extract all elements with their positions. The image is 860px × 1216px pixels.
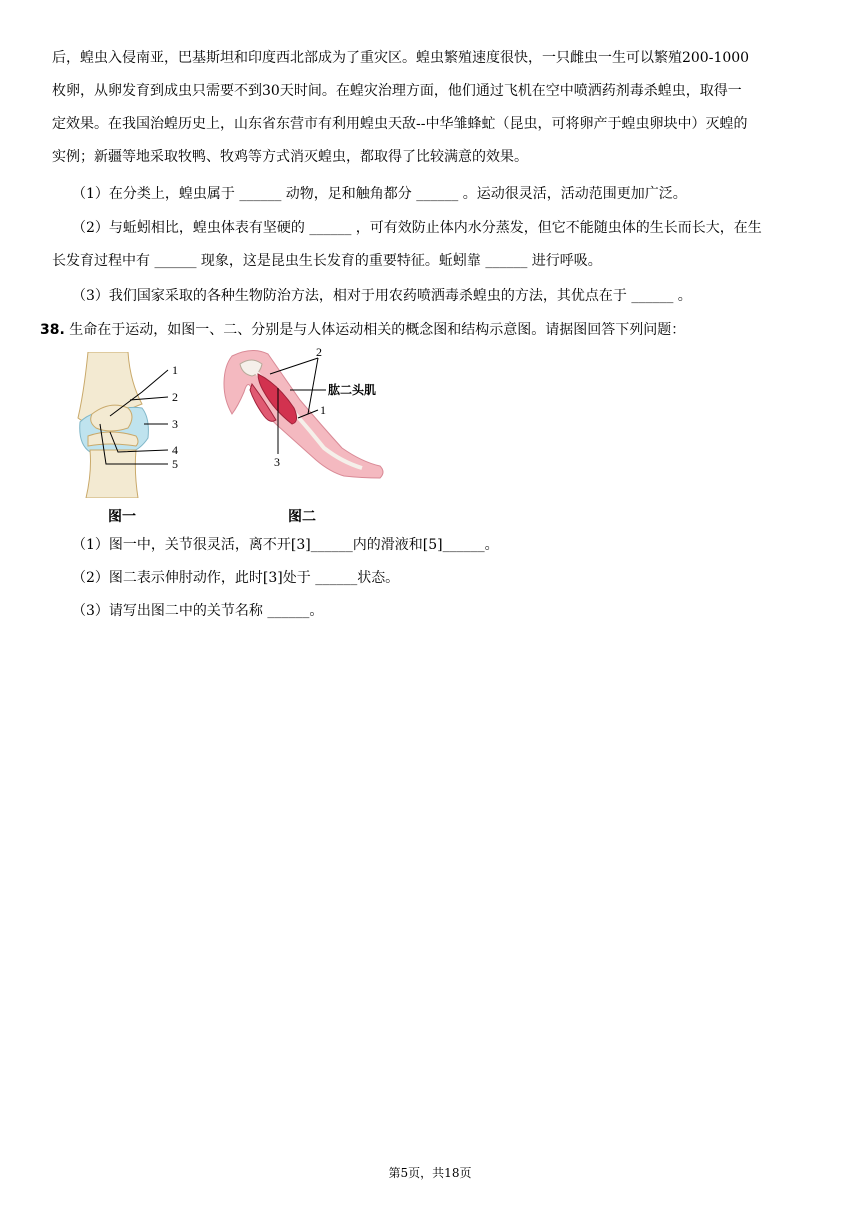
passage-line: 后，蝗虫入侵南亚，巴基斯坦和印度西北部成为了重灾区。蝗虫繁殖速度很快，一只雌虫一生可以繁殖200-1000	[52, 50, 750, 66]
passage-line: 实例；新疆等地采取牧鸭、牧鸡等方式消灭蝗虫，都取得了比较满意的效果。	[52, 149, 528, 165]
passage-line: 枚卵，从卵发育到成虫只需要不到30天时间。在蝗灾治理方面，他们通过飞机在空中喷洒药剂毒杀蝗虫，取得一	[52, 83, 742, 99]
page-footer: 第5页，共18页	[388, 1166, 472, 1180]
fig1-label: 3	[172, 417, 178, 431]
q37-sub1: （1）在分类上，蝗虫属于 ______ 动物，足和触角都分 ______ 。运动很灵活，活动范围更加广泛。	[72, 186, 687, 202]
q38-sub1: （1）图一中，关节很灵活，离不开[3]______内的滑液和[5]______。	[72, 537, 499, 553]
q37-sub3: （3）我们国家采取的各种生物防治方法，相对于用农药喷洒毒杀蝗虫的方法，其优点在于 ______ 。	[72, 288, 692, 304]
fig2-muscle-label: 肱二头肌	[328, 383, 377, 397]
leader-line-2a	[270, 358, 318, 374]
fig2-label: 2	[316, 345, 322, 359]
figure-2-arm-diagram	[212, 344, 402, 500]
question-number: 38.	[40, 322, 65, 338]
q38-sub2: （2）图二表示伸肘动作，此时[3]处于 ______状态。	[72, 570, 400, 586]
fig1-label: 2	[172, 390, 178, 404]
leader-line-2b	[308, 358, 318, 414]
fig1-label: 1	[172, 363, 178, 377]
passage-line: 定效果。在我国治蝗历史上，山东省东营市有利用蝗虫天敌--中华雏蜂虻（昆虫，可将卵产于蝗虫卵块中）灭蝗的	[52, 116, 748, 132]
question-stem: 生命在于运动，如图一、二、分别是与人体运动相关的概念图和结构示意图。请据图回答下列问题：	[69, 322, 686, 338]
figure-2-caption: 图二	[288, 509, 316, 525]
fig2-label: 1	[320, 403, 326, 417]
q38-sub3: （3）请写出图二中的关节名称 ______。	[72, 603, 324, 619]
fig1-label: 4	[172, 443, 178, 457]
fig1-label: 5	[172, 457, 178, 471]
figure-1-joint-diagram	[70, 352, 190, 498]
lower-bone	[86, 450, 138, 498]
q37-sub2b: 长发育过程中有 ______ 现象，这是昆虫生长发育的重要特征。蚯蚓靠 ______ 进行呼吸。	[52, 253, 602, 269]
q37-sub2a: （2）与蚯蚓相比，蝗虫体表有坚硬的 ______ ，可有效防止体内水分蒸发，但它不能随虫体的生长而长大，在生	[72, 220, 762, 236]
q38-stem	[40, 320, 810, 340]
figure-1-caption: 图一	[108, 509, 136, 525]
fig2-label: 3	[274, 455, 280, 469]
